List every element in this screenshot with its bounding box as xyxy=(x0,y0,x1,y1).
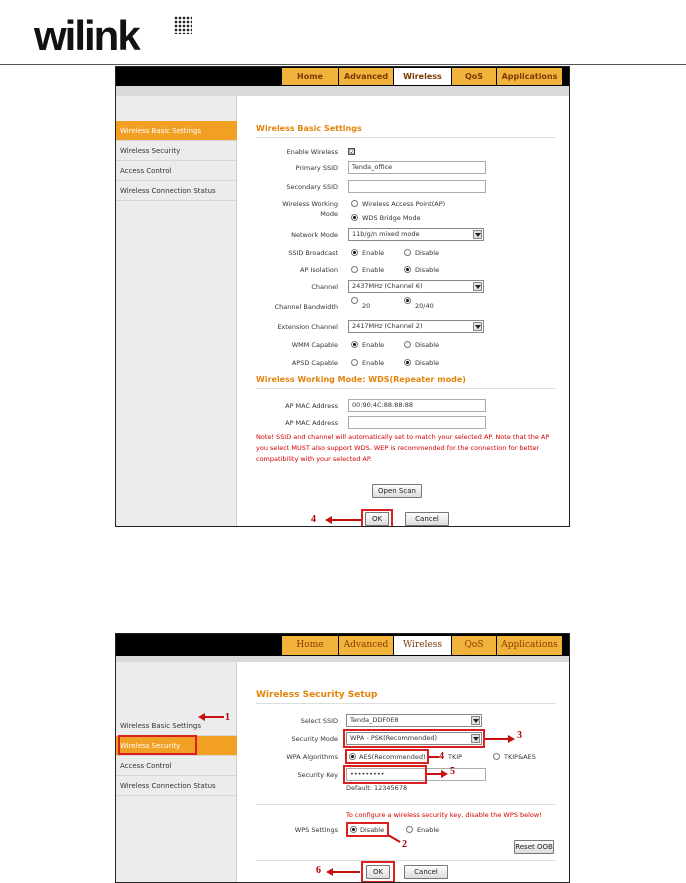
sidebar-item-access-control[interactable]: Access Control xyxy=(116,756,237,776)
logo-dots-icon xyxy=(174,16,192,34)
tab-qos[interactable]: QoS xyxy=(452,636,497,655)
callout-6: 6 xyxy=(316,865,321,876)
arrow-shaft xyxy=(388,834,401,843)
chevron-down-icon xyxy=(473,230,482,239)
network-mode-value: 11b/g/n mixed mode xyxy=(352,230,420,238)
screenshot-basic-settings xyxy=(115,66,570,527)
nav-bar xyxy=(282,68,562,85)
channel-value: 2437MHz (Channel 6) xyxy=(352,282,423,290)
wds-section-title: Wireless Working Mode: WDS(Repeater mode) xyxy=(256,375,466,384)
enable-wireless-checkbox[interactable]: ☑ xyxy=(349,148,356,156)
arrow-shaft xyxy=(204,716,224,718)
apsd-enable-label: Enable xyxy=(362,359,385,367)
ok-button[interactable]: OK xyxy=(366,865,390,879)
ap-isolation-enable-radio[interactable] xyxy=(351,266,358,273)
apsd-disable-radio[interactable] xyxy=(404,359,411,366)
tab-advanced[interactable]: Advanced xyxy=(339,636,394,655)
ap-mac-label-1: AP MAC Address xyxy=(285,402,338,410)
ap-isolation-label: AP Isolation xyxy=(300,266,338,274)
sub-strip xyxy=(116,86,569,96)
ssid-broadcast-disable-radio[interactable] xyxy=(404,249,411,256)
section-rule xyxy=(256,804,556,805)
chevron-down-icon xyxy=(473,282,482,291)
ext-channel-label: Extension Channel xyxy=(277,323,338,331)
ap-isolation-disable-label: Disable xyxy=(415,266,440,274)
callout-4: 4 xyxy=(439,751,444,762)
screenshot-security-setup xyxy=(115,633,570,883)
tab-home[interactable]: Home xyxy=(282,636,339,655)
logo-text: wilink xyxy=(34,12,139,59)
tab-applications[interactable]: Applications xyxy=(497,68,562,85)
working-mode-label-1: Wireless Working xyxy=(282,200,338,208)
main-panel xyxy=(238,96,569,526)
ok-highlight xyxy=(361,509,393,527)
ap-mac-input-2[interactable] xyxy=(348,416,486,429)
primary-ssid-input[interactable]: Tenda_office xyxy=(348,161,486,174)
title-rule xyxy=(256,703,556,704)
mode-ap-radio[interactable] xyxy=(351,200,358,207)
wps-enable-label: Enable xyxy=(417,826,440,834)
ssid-broadcast-enable-label: Enable xyxy=(362,249,385,257)
sidebar-item-security[interactable]: Wireless Security xyxy=(116,736,237,756)
ext-channel-select[interactable] xyxy=(348,320,484,333)
arrow-shaft xyxy=(331,519,361,521)
primary-ssid-label: Primary SSID xyxy=(295,164,338,172)
sidebar-item-basic-settings[interactable]: Wireless Basic Settings xyxy=(116,716,237,736)
channel-select[interactable] xyxy=(348,280,484,293)
open-scan-button[interactable]: Open Scan xyxy=(372,484,422,498)
wps-disable-highlight xyxy=(346,822,389,837)
secondary-ssid-input[interactable] xyxy=(348,180,486,193)
ap-mac-input-1[interactable]: 00:90:4C:88:88:88 xyxy=(348,399,486,412)
main-panel xyxy=(238,662,569,882)
wmm-disable-label: Disable xyxy=(415,341,440,349)
alg-aes-highlight xyxy=(345,749,429,764)
security-key-label: Security Key xyxy=(297,771,338,779)
wds-note: Note! SSID and channel will automatically set to match your selected AP. Note that the AP you select MUST also support WDS. WEP is recommended for the connection for better compatibility with your selected AP. xyxy=(256,433,550,463)
network-mode-label: Network Mode xyxy=(291,231,338,239)
security-mode-label: Security Mode xyxy=(291,735,338,743)
wilink-logo xyxy=(34,14,184,58)
wps-enable-radio[interactable] xyxy=(406,826,413,833)
mode-wds-label: WDS Bridge Mode xyxy=(362,214,421,222)
tab-applications[interactable]: Applications xyxy=(497,636,562,655)
arrow-shaft xyxy=(485,738,509,740)
bw-2040-label: 20/40 xyxy=(415,302,434,310)
enable-wireless-label: Enable Wireless xyxy=(286,148,338,156)
title-rule xyxy=(256,137,556,138)
sidebar-item-security[interactable]: Wireless Security xyxy=(116,141,237,161)
security-mode-value: WPA - PSK(Recommended) xyxy=(350,734,438,742)
cancel-button[interactable]: Cancel xyxy=(405,512,449,526)
ok-button[interactable]: OK xyxy=(365,512,389,526)
chevron-down-icon xyxy=(473,322,482,331)
sidebar-item-connection-status[interactable]: Wireless Connection Status xyxy=(116,776,237,796)
cancel-button[interactable]: Cancel xyxy=(404,865,448,879)
header-rule xyxy=(0,64,686,65)
bandwidth-label: Channel Bandwidth xyxy=(274,303,338,311)
bw-20-label: 20 xyxy=(362,302,371,310)
tab-wireless[interactable]: Wireless xyxy=(394,68,452,85)
sidebar-item-basic-settings[interactable]: Wireless Basic Settings xyxy=(116,121,237,141)
security-highlight xyxy=(118,735,197,755)
bw-20-radio[interactable] xyxy=(351,297,358,304)
security-key-highlight xyxy=(343,765,427,784)
mode-ap-label: Wireless Access Point(AP) xyxy=(362,200,446,208)
callout-3: 3 xyxy=(517,730,522,741)
select-ssid-label: Select SSID xyxy=(300,717,338,725)
arrow-shaft xyxy=(332,871,360,873)
ssid-broadcast-disable-label: Disable xyxy=(415,249,440,257)
callout-4: 4 xyxy=(311,514,316,525)
mode-wds-radio[interactable] xyxy=(351,214,358,221)
callout-1: 1 xyxy=(225,712,230,723)
alg-aes-label: AES(Recommended) xyxy=(359,753,426,761)
alg-tkip-aes-radio[interactable] xyxy=(493,753,500,760)
wmm-enable-label: Enable xyxy=(362,341,385,349)
arrow-right-icon xyxy=(441,770,448,778)
alg-tkip-label: TKIP xyxy=(448,753,463,761)
nav-bar xyxy=(282,636,562,655)
chevron-down-icon xyxy=(471,716,480,725)
ap-isolation-enable-label: Enable xyxy=(362,266,385,274)
alg-tkip-aes-label: TKIP&AES xyxy=(504,753,536,761)
tab-home[interactable]: Home xyxy=(282,68,339,85)
apsd-label: APSD Capable xyxy=(291,359,338,367)
page-title: Wireless Basic Settings xyxy=(256,124,362,133)
sidebar xyxy=(116,96,237,526)
page-title: Wireless Security Setup xyxy=(256,690,378,700)
wds-rule xyxy=(256,388,556,389)
ext-channel-value: 2417MHz (Channel 2) xyxy=(352,322,423,330)
apsd-enable-radio[interactable] xyxy=(351,359,358,366)
wmm-label: WMM Capable xyxy=(291,341,338,349)
arrow-right-icon xyxy=(508,735,515,743)
tab-advanced[interactable]: Advanced xyxy=(339,68,394,85)
wps-note: To configure a wireless security key, disable the WPS below! xyxy=(346,811,542,819)
security-key-input[interactable]: ••••••••• xyxy=(346,768,486,781)
ok-highlight xyxy=(361,861,395,883)
wmm-enable-radio[interactable] xyxy=(351,341,358,348)
security-mode-highlight xyxy=(343,729,485,748)
bottom-rule xyxy=(256,860,556,861)
sidebar xyxy=(116,662,237,882)
ssid-broadcast-enable-radio[interactable] xyxy=(351,249,358,256)
reset-oob-button[interactable]: Reset OOB xyxy=(514,840,554,854)
bw-2040-radio[interactable] xyxy=(404,297,411,304)
ap-mac-label-2: AP MAC Address xyxy=(285,419,338,427)
select-ssid-select[interactable] xyxy=(346,714,482,727)
apsd-disable-label: Disable xyxy=(415,359,440,367)
channel-label: Channel xyxy=(311,283,338,291)
sidebar-item-access-control[interactable]: Access Control xyxy=(116,161,237,181)
ap-isolation-disable-radio[interactable] xyxy=(404,266,411,273)
callout-2: 2 xyxy=(402,839,407,850)
arrow-shaft xyxy=(429,756,439,758)
wmm-disable-radio[interactable] xyxy=(404,341,411,348)
wps-disable-label: Disable xyxy=(360,826,385,834)
tab-wireless[interactable]: Wireless xyxy=(394,636,452,655)
wps-label: WPS Settings xyxy=(294,826,338,834)
wpa-alg-label: WPA Algorithms xyxy=(286,753,338,761)
secondary-ssid-label: Secondary SSID xyxy=(286,183,338,191)
network-mode-select[interactable] xyxy=(348,228,484,241)
select-ssid-value: Tenda_DDF0E8 xyxy=(350,716,399,724)
ssid-broadcast-label: SSID Broadcast xyxy=(288,249,338,257)
sidebar-item-connection-status[interactable]: Wireless Connection Status xyxy=(116,181,237,201)
callout-5: 5 xyxy=(450,766,455,777)
tab-qos[interactable]: QoS xyxy=(452,68,497,85)
default-key-text: Default: 12345678 xyxy=(346,784,408,792)
working-mode-label-2: Mode xyxy=(320,210,338,218)
